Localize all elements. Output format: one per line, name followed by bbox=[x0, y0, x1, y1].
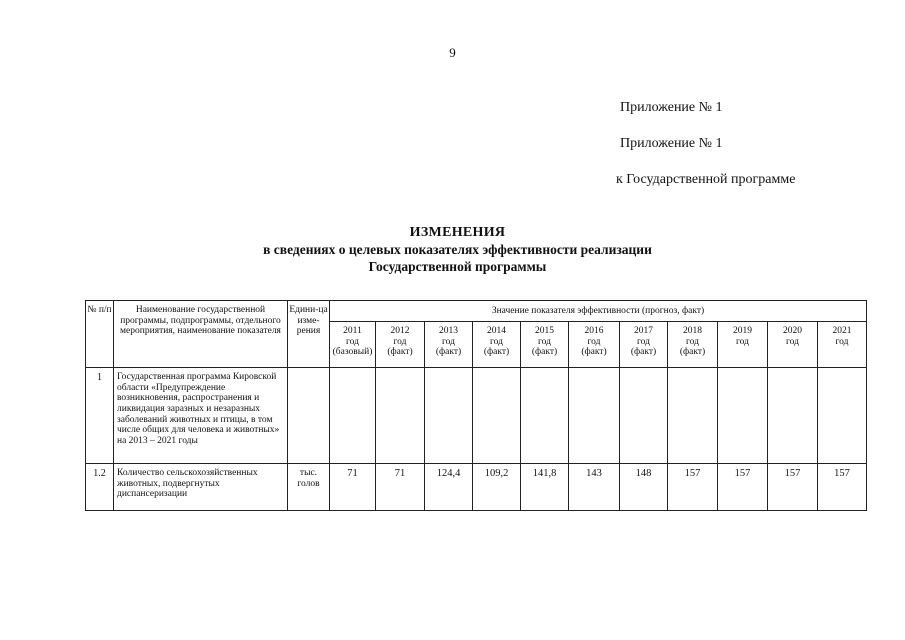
header-year-year: 2015 bbox=[535, 326, 554, 336]
header-year-note: (факт) bbox=[679, 347, 706, 358]
row-value-cell-2018 bbox=[668, 368, 718, 464]
header-year-year: 2018 bbox=[683, 326, 702, 336]
row-value-cell-2014: 109,2 bbox=[473, 464, 521, 511]
header-year-word: год bbox=[637, 336, 650, 347]
document-subtitle-line-2: Государственной программы bbox=[368, 259, 547, 274]
row-value-cell-2015 bbox=[521, 368, 569, 464]
header-unit: Едини-ца изме-рения bbox=[288, 301, 330, 368]
document-title: ИЗМЕНЕНИЯ bbox=[409, 225, 506, 240]
header-name: Наименование государственной программы, подпрограммы, отдельного мероприятия, наименование показателя bbox=[114, 301, 288, 368]
row-value-cell-2014 bbox=[473, 368, 521, 464]
header-year-2013 bbox=[425, 322, 473, 368]
row-number-cell: 1.2 bbox=[86, 464, 114, 511]
header-year-word: год bbox=[835, 336, 849, 347]
header-year-2014 bbox=[473, 322, 521, 368]
header-year-year: 2021 bbox=[832, 326, 852, 336]
row-number-cell: 1 bbox=[86, 368, 114, 464]
row-value-cell-2020: 157 bbox=[768, 464, 818, 511]
header-year-year: 2012 bbox=[390, 326, 410, 336]
document-subtitle-line-1: в сведениях о целевых показателях эффективности реализации bbox=[263, 242, 652, 257]
header-year-2017 bbox=[620, 322, 668, 368]
row-value-cell-2020 bbox=[768, 368, 818, 464]
header-year-2012 bbox=[376, 322, 425, 368]
row-value-cell-2019: 157 bbox=[718, 464, 768, 511]
header-year-year: 2016 bbox=[584, 326, 604, 336]
header-year-word: год bbox=[786, 336, 799, 347]
row-value-cell-2015: 141,8 bbox=[521, 464, 569, 511]
row-name-cell: Государственная программа Кировской области «Предупреждение возникновения, распространения и ликвидация заразных и незаразных заболеваний животных и птицы, в том числе общих для человека и животных» на 2013 – 2021 годы bbox=[114, 368, 288, 464]
header-year-year: 2014 bbox=[487, 326, 506, 336]
header-year-word: год bbox=[393, 336, 407, 347]
header-year-2011 bbox=[330, 322, 376, 368]
header-year-2021 bbox=[818, 322, 867, 368]
header-year-note: (факт) bbox=[531, 347, 558, 358]
row-unit-cell: тыс. голов bbox=[288, 464, 330, 511]
header-year-note: (факт) bbox=[483, 347, 510, 358]
table-row bbox=[86, 368, 867, 464]
header-year-2019 bbox=[718, 322, 768, 368]
header-year-word: год bbox=[442, 336, 455, 347]
appendix-label: Приложение № 1 bbox=[620, 100, 723, 115]
row-value-cell-2016 bbox=[569, 368, 620, 464]
header-year-word: год bbox=[346, 336, 359, 347]
header-year-2020 bbox=[768, 322, 818, 368]
row-value-cell-2021 bbox=[818, 368, 867, 464]
header-year-word: год bbox=[587, 336, 601, 347]
appendix-label-repeat: Приложение № 1 bbox=[620, 136, 723, 151]
header-year-2015 bbox=[521, 322, 569, 368]
row-value-cell-2012 bbox=[376, 368, 425, 464]
header-year-note: (факт) bbox=[581, 347, 607, 358]
header-values-group: Значение показателя эффективности (прогноз, факт) bbox=[330, 301, 867, 322]
header-year-note: (базовый) bbox=[332, 347, 373, 358]
header-year-note: (факт) bbox=[435, 347, 462, 358]
row-value-cell-2016: 143 bbox=[569, 464, 620, 511]
row-value-cell-2013 bbox=[425, 368, 473, 464]
row-unit-cell bbox=[288, 368, 330, 464]
table-header-row bbox=[86, 301, 867, 322]
table-row bbox=[86, 464, 867, 511]
header-year-year: 2020 bbox=[783, 326, 802, 336]
header-year-note: (факт) bbox=[387, 347, 413, 358]
row-name-cell: Количество сельскохозяйственных животных, подвергнутых диспансеризации bbox=[114, 464, 288, 511]
header-year-word: год bbox=[538, 336, 551, 347]
header-year-2018 bbox=[668, 322, 718, 368]
header-num: № п/п bbox=[86, 301, 114, 368]
header-year-note: (факт) bbox=[630, 347, 657, 358]
page-number: 9 bbox=[449, 45, 456, 60]
row-value-cell-2019 bbox=[718, 368, 768, 464]
header-year-year: 2011 bbox=[343, 326, 362, 336]
row-value-cell-2013: 124,4 bbox=[425, 464, 473, 511]
row-value-cell-2011: 71 bbox=[330, 464, 376, 511]
row-value-cell-2017 bbox=[620, 368, 668, 464]
header-year-word: год bbox=[736, 336, 749, 347]
appendix-reference: к Государственной программе bbox=[616, 172, 796, 187]
header-year-year: 2017 bbox=[634, 326, 653, 336]
row-value-cell-2018: 157 bbox=[668, 464, 718, 511]
header-year-word: год bbox=[686, 336, 699, 347]
row-value-cell-2017: 148 bbox=[620, 464, 668, 511]
header-year-year: 2013 bbox=[439, 326, 458, 336]
header-year-year: 2019 bbox=[733, 326, 752, 336]
row-value-cell-2012: 71 bbox=[376, 464, 425, 511]
indicators-table bbox=[85, 300, 867, 511]
row-value-cell-2011 bbox=[330, 368, 376, 464]
header-year-2016 bbox=[569, 322, 620, 368]
row-value-cell-2021: 157 bbox=[818, 464, 867, 511]
header-year-word: год bbox=[490, 336, 503, 347]
